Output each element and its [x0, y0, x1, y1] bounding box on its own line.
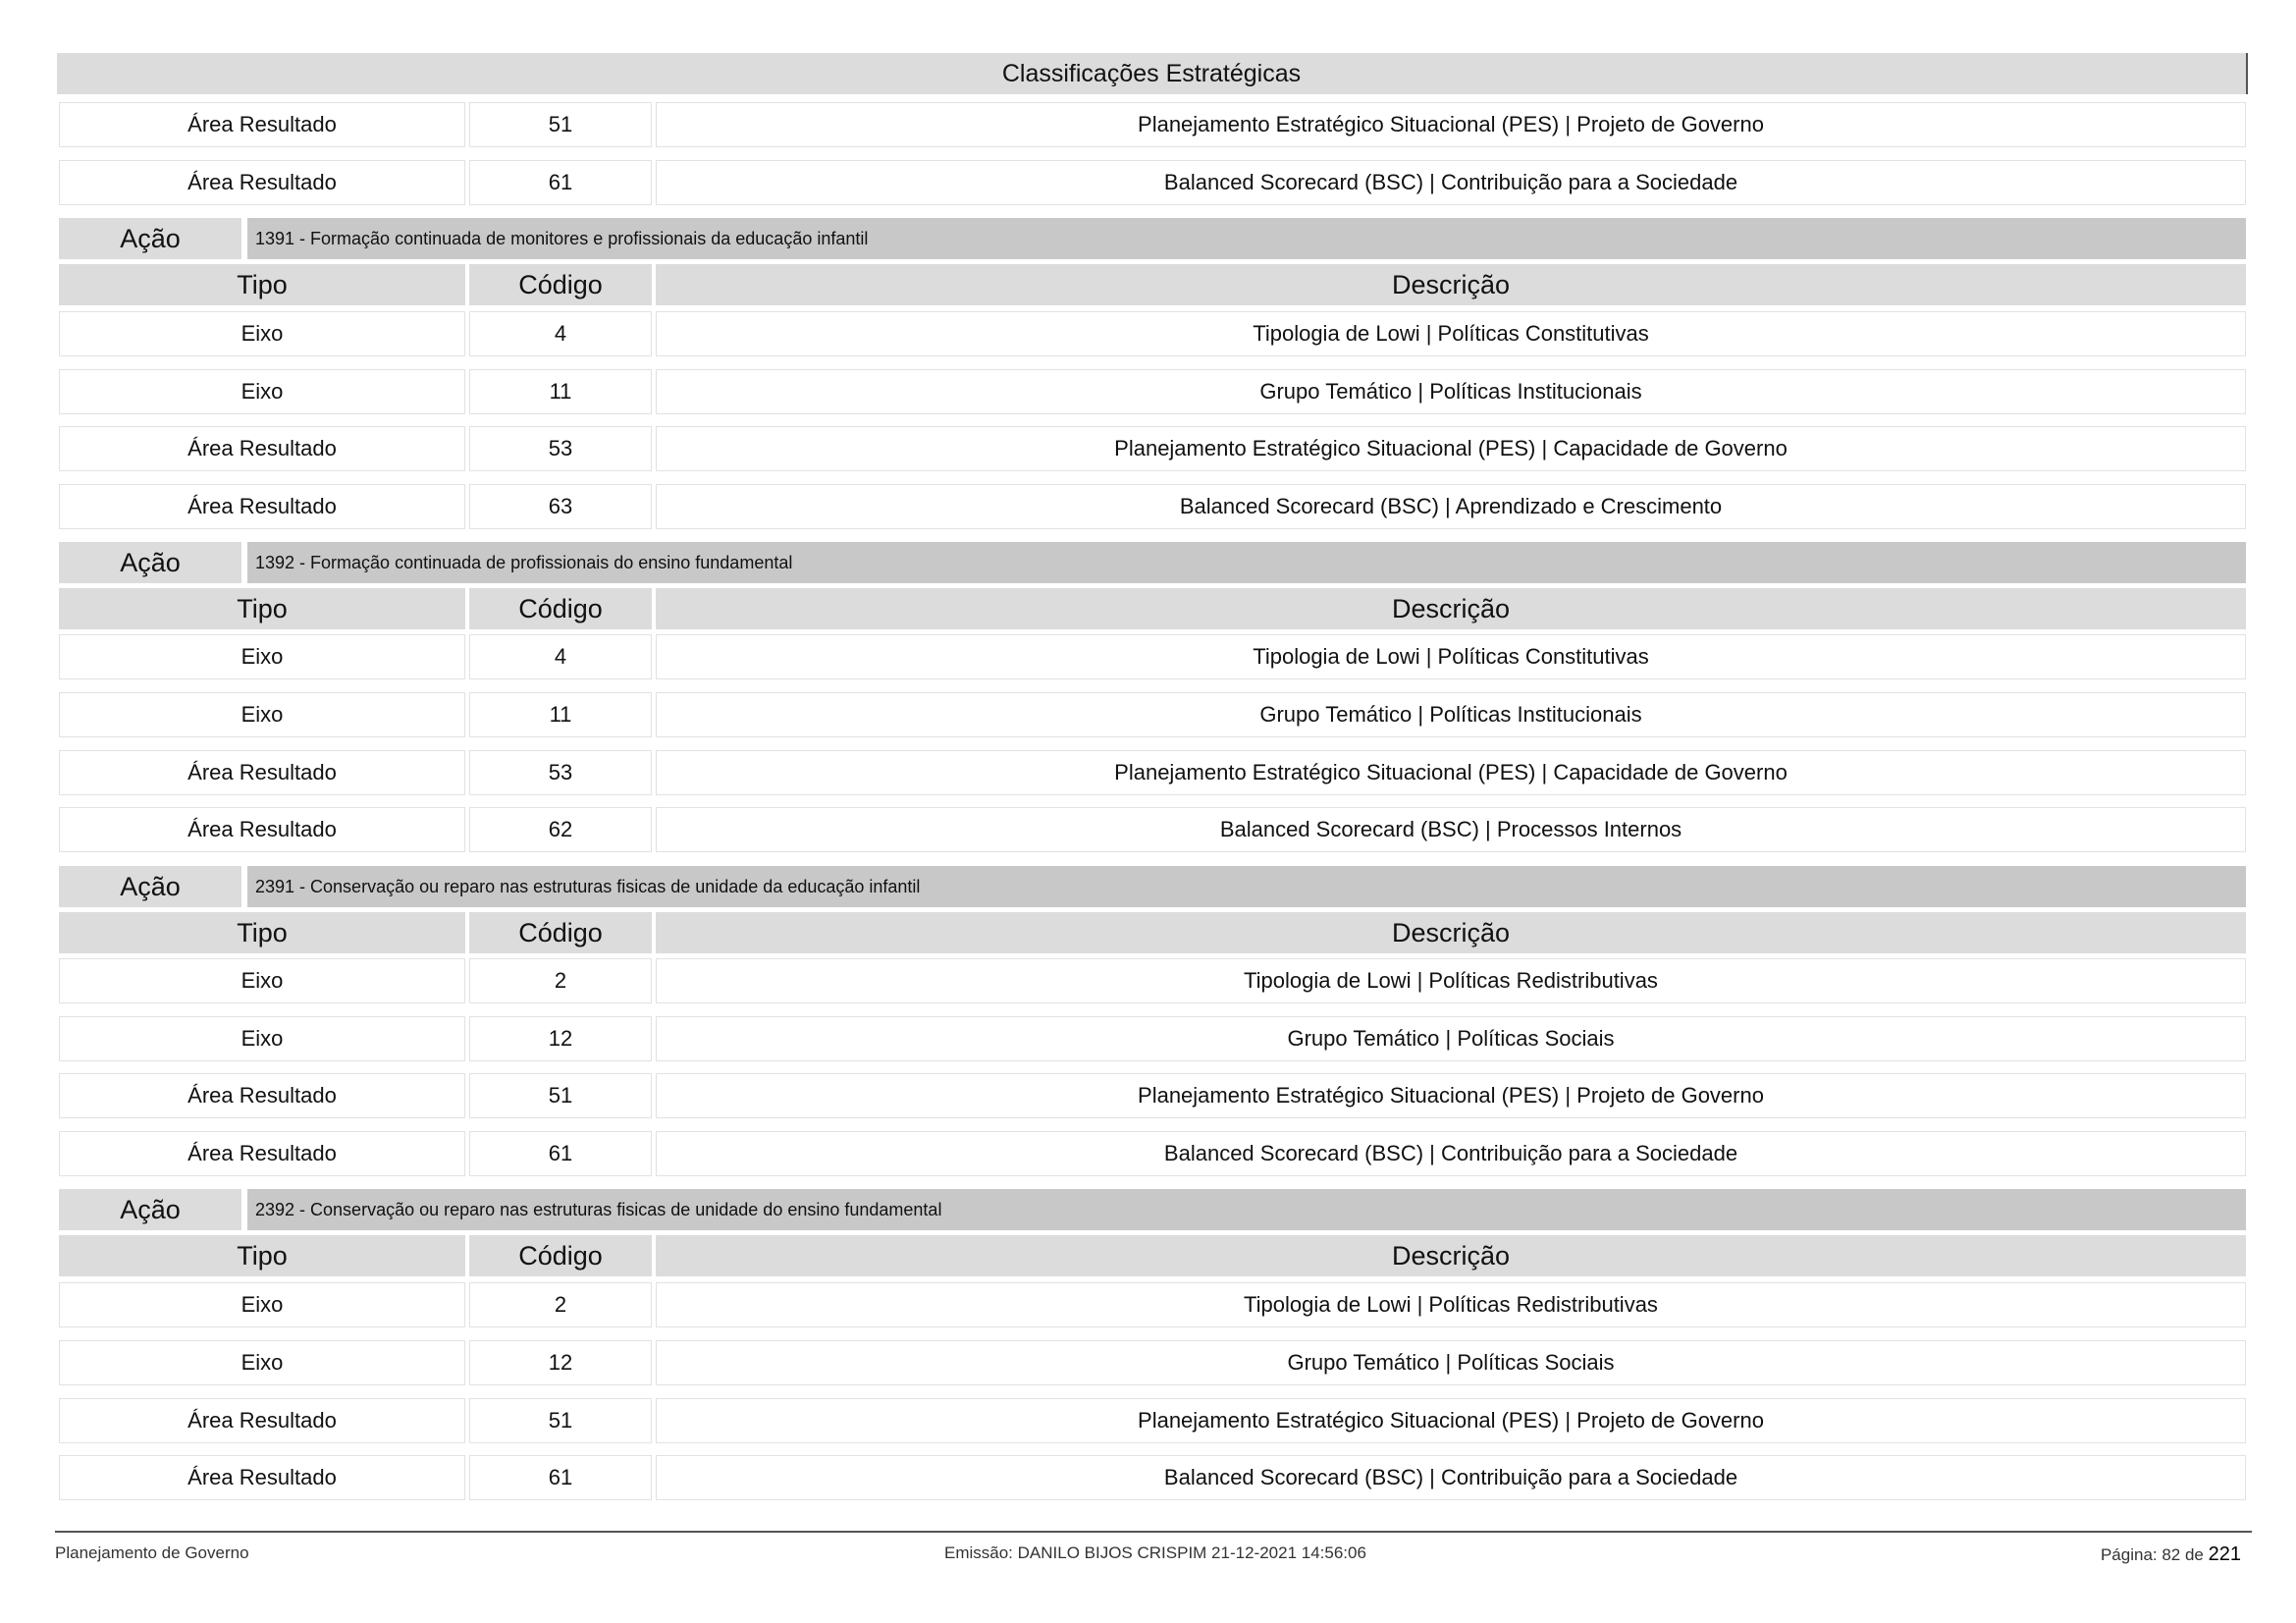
header-descricao: Descrição [656, 588, 2246, 629]
table-row [59, 750, 2246, 795]
cell-tipo: Área Resultado [59, 1398, 465, 1443]
cell-tipo: Eixo [59, 1340, 465, 1385]
cell-codigo: 61 [469, 160, 652, 205]
acao-label: Ação [59, 866, 241, 907]
acao-title: 1391 - Formação continuada de monitores e profissionais da educação infantil [247, 218, 2246, 259]
header-codigo: Código [469, 588, 652, 629]
cell-codigo: 2 [469, 1282, 652, 1327]
cell-codigo: 12 [469, 1016, 652, 1061]
header-codigo: Código [469, 1235, 652, 1276]
cell-descricao: Planejamento Estratégico Situacional (PES) | Capacidade de Governo [656, 426, 2246, 471]
footer-pagination [2101, 1543, 2241, 1566]
table-row [59, 958, 2246, 1003]
cell-descricao: Balanced Scorecard (BSC) | Processos Internos [656, 807, 2246, 852]
cell-descricao: Tipologia de Lowi | Políticas Redistributivas [656, 958, 2246, 1003]
table-row [59, 160, 2246, 205]
cell-codigo: 53 [469, 426, 652, 471]
cell-tipo: Área Resultado [59, 160, 465, 205]
cell-codigo: 4 [469, 634, 652, 679]
cell-tipo: Área Resultado [59, 102, 465, 147]
table-row [59, 1016, 2246, 1061]
header-codigo: Código [469, 912, 652, 953]
header-tipo: Tipo [59, 912, 465, 953]
table-row [59, 311, 2246, 356]
cell-tipo: Área Resultado [59, 750, 465, 795]
cell-descricao: Balanced Scorecard (BSC) | Contribuição para a Sociedade [656, 1131, 2246, 1176]
cell-codigo: 62 [469, 807, 652, 852]
acao-title: 2391 - Conservação ou reparo nas estruturas fisicas de unidade da educação infantil [247, 866, 2246, 907]
table-row [59, 634, 2246, 679]
cell-tipo: Eixo [59, 958, 465, 1003]
cell-codigo: 4 [469, 311, 652, 356]
cell-descricao: Grupo Temático | Políticas Institucionais [656, 369, 2246, 414]
cell-descricao: Tipologia de Lowi | Políticas Constitutivas [656, 634, 2246, 679]
cell-tipo: Eixo [59, 692, 465, 737]
cell-descricao: Balanced Scorecard (BSC) | Contribuição para a Sociedade [656, 160, 2246, 205]
header-codigo: Código [469, 264, 652, 305]
table-row [59, 1282, 2246, 1327]
page-number: Página: 82 de [2100, 1545, 2204, 1564]
header-descricao: Descrição [656, 912, 2246, 953]
table-row [59, 1131, 2246, 1176]
header-descricao: Descrição [656, 264, 2246, 305]
cell-codigo: 51 [469, 102, 652, 147]
cell-tipo: Eixo [59, 311, 465, 356]
cell-descricao: Balanced Scorecard (BSC) | Contribuição para a Sociedade [656, 1455, 2246, 1500]
cell-descricao: Grupo Temático | Políticas Sociais [656, 1016, 2246, 1061]
acao-label: Ação [59, 1189, 241, 1230]
table-row [59, 1340, 2246, 1385]
cell-codigo: 51 [469, 1073, 652, 1118]
footer-emission: Emissão: DANILO BIJOS CRISPIM 21-12-2021 14:56:06 [944, 1543, 1366, 1562]
acao-label: Ação [59, 542, 241, 583]
acao-header [59, 218, 2246, 259]
acao-header [59, 1189, 2246, 1230]
header-tipo: Tipo [59, 588, 465, 629]
cell-descricao: Planejamento Estratégico Situacional (PES) | Projeto de Governo [656, 1073, 2246, 1118]
cell-codigo: 11 [469, 692, 652, 737]
table-row [59, 1398, 2246, 1443]
cell-codigo: 63 [469, 484, 652, 529]
cell-descricao: Grupo Temático | Políticas Institucionais [656, 692, 2246, 737]
footer-divider [55, 1531, 2252, 1533]
cell-descricao: Balanced Scorecard (BSC) | Aprendizado e Crescimento [656, 484, 2246, 529]
cell-tipo: Eixo [59, 1282, 465, 1327]
cell-codigo: 61 [469, 1455, 652, 1500]
acao-title: 1392 - Formação continuada de profissionais do ensino fundamental [247, 542, 2246, 583]
cell-descricao: Tipologia de Lowi | Políticas Constitutivas [656, 311, 2246, 356]
cell-descricao: Planejamento Estratégico Situacional (PES) | Capacidade de Governo [656, 750, 2246, 795]
cell-codigo: 61 [469, 1131, 652, 1176]
cell-descricao: Tipologia de Lowi | Políticas Redistributivas [656, 1282, 2246, 1327]
table-row [59, 426, 2246, 471]
acao-label: Ação [59, 218, 241, 259]
cell-codigo: 51 [469, 1398, 652, 1443]
cell-tipo: Área Resultado [59, 484, 465, 529]
header-descricao: Descrição [656, 1235, 2246, 1276]
table-row [59, 807, 2246, 852]
cell-descricao: Planejamento Estratégico Situacional (PES) | Projeto de Governo [656, 102, 2246, 147]
cell-codigo: 2 [469, 958, 652, 1003]
cell-tipo: Eixo [59, 369, 465, 414]
cell-tipo: Eixo [59, 634, 465, 679]
header-tipo: Tipo [59, 1235, 465, 1276]
cell-codigo: 53 [469, 750, 652, 795]
table-header [59, 912, 2246, 953]
cell-codigo: 11 [469, 369, 652, 414]
cell-tipo: Área Resultado [59, 807, 465, 852]
table-header [59, 588, 2246, 629]
table-row [59, 484, 2246, 529]
acao-title: 2392 - Conservação ou reparo nas estruturas fisicas de unidade do ensino fundamental [247, 1189, 2246, 1230]
table-row [59, 369, 2246, 414]
table-header [59, 264, 2246, 305]
table-row [59, 692, 2246, 737]
cell-tipo: Área Resultado [59, 426, 465, 471]
cell-codigo: 12 [469, 1340, 652, 1385]
cell-tipo: Área Resultado [59, 1455, 465, 1500]
header-tipo: Tipo [59, 264, 465, 305]
cell-descricao: Planejamento Estratégico Situacional (PES) | Projeto de Governo [656, 1398, 2246, 1443]
cell-tipo: Eixo [59, 1016, 465, 1061]
table-row [59, 1073, 2246, 1118]
cell-tipo: Área Resultado [59, 1073, 465, 1118]
section-title: Classificações Estratégicas [57, 53, 2248, 94]
acao-header [59, 542, 2246, 583]
cell-tipo: Área Resultado [59, 1131, 465, 1176]
table-row [59, 102, 2246, 147]
table-header [59, 1235, 2246, 1276]
table-row [59, 1455, 2246, 1500]
page-total: 221 [2208, 1543, 2241, 1565]
cell-descricao: Grupo Temático | Políticas Sociais [656, 1340, 2246, 1385]
footer-system-name: Planejamento de Governo [55, 1543, 249, 1562]
acao-header [59, 866, 2246, 907]
